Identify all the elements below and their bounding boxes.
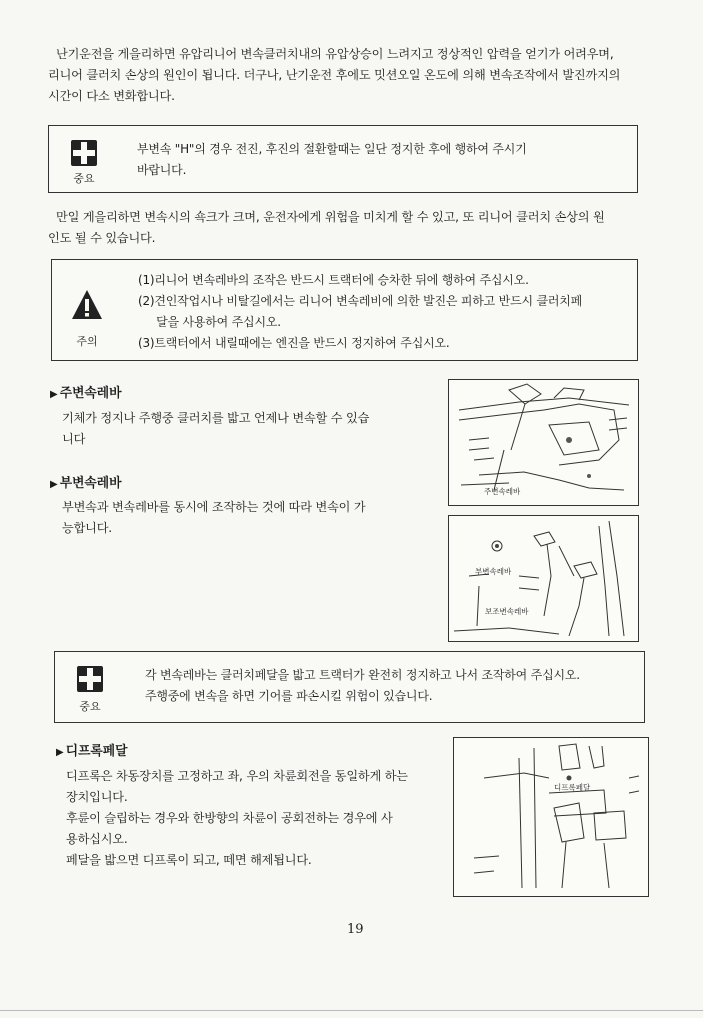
notice-tag: 주의 — [76, 335, 98, 348]
main-lever-drawing — [449, 380, 638, 505]
diff-lock-line-4: 용하십시오. — [66, 832, 128, 846]
notice-tag: 중요 — [73, 172, 95, 185]
para2-line-1: 만일 게을리하면 변속시의 쇽크가 크며, 운전자에게 위험을 미치게 할 수 있고, 또 리니어 클러치 손상의 원 — [56, 210, 605, 224]
diff-lock-line-3: 후륜이 슬립하는 경우와 한방향의 차륜이 공회전하는 경우에 사 — [66, 811, 393, 825]
caution-line-4: (3)트랙터에서 내릴때에는 엔진을 반드시 정지하여 주십시오. — [138, 336, 450, 350]
main-lever-figure — [448, 379, 639, 506]
caution-notice-box — [51, 259, 638, 361]
sub-lever-figure-label-2: 보조변속레바 — [485, 607, 529, 616]
important-line-2: 주행중에 변속을 하면 기어를 파손시킬 위험이 있습니다. — [145, 689, 433, 703]
main-lever-line-1: 기체가 정지나 주행중 클러치를 밟고 언제나 변속할 수 있습 — [62, 411, 370, 425]
main-lever-figure-label: 주변속레바 — [484, 487, 521, 496]
arrow-right-icon: ▶ — [56, 747, 64, 758]
sub-lever-figure — [448, 515, 639, 642]
diff-lock-figure-label: 디프록페달 — [554, 783, 591, 792]
intro-paragraph — [56, 44, 656, 65]
intro-line-1: 난기운전을 게을리하면 유압리니어 변속클러치내의 유압상승이 느려지고 정상적인 압력을 얻기가 어려우며, — [56, 47, 614, 61]
sub-lever-figure-label-1: 부변속레바 — [475, 567, 512, 576]
page-number: 19 — [347, 922, 364, 937]
section-heading-diff-lock — [56, 740, 128, 759]
sub-lever-drawing — [449, 516, 638, 641]
important-line-1: 각 변속레바는 클러치페달을 밟고 트랙터가 완전히 정지하고 나서 조작하여 주십시오. — [145, 668, 580, 682]
arrow-right-icon: ▶ — [50, 479, 58, 490]
diff-lock-line-1: 디프록은 차동장치를 고정하고 좌, 우의 차륜회전을 동일하게 하는 — [66, 769, 408, 783]
notice-line-1: 부변속 "H"의 경우 전진, 후진의 절환할때는 일단 정지한 후에 행하여 주시기 — [137, 142, 527, 156]
warning-icon — [70, 288, 104, 322]
important-notice-box-2 — [54, 651, 645, 723]
important-icon — [77, 666, 103, 692]
important-notice-box — [48, 125, 638, 193]
para2-line-2: 인도 될 수 있습니다. — [48, 231, 156, 245]
sub-lever-line-1: 부변속과 변속레바를 동시에 조작하는 것에 따라 변속이 가 — [62, 500, 366, 514]
important-icon — [71, 140, 97, 166]
diff-lock-heading-text: 디프록페달 — [65, 744, 128, 759]
section-heading-sub-lever — [50, 472, 122, 491]
sub-lever-line-2: 능합니다. — [62, 521, 112, 535]
sub-lever-heading-text: 부변속레바 — [59, 476, 122, 491]
intro-line-2: 리니어 클러치 손상의 원인이 됩니다. 더구나, 난기운전 후에도 밋션오일 온도에 의해 변속조작에서 발진까지의 — [48, 68, 621, 82]
notice-line-2: 바랍니다. — [137, 163, 187, 177]
diff-lock-drawing — [454, 738, 648, 896]
diff-lock-line-5: 페달을 밟으면 디프록이 되고, 떼면 해제됩니다. — [66, 853, 312, 867]
diff-lock-line-2: 장치입니다. — [66, 790, 128, 804]
caution-line-2: (2)견인작업시나 비탈길에서는 리니어 변속레비에 의한 발진은 피하고 반드시 클러치페 — [138, 294, 583, 308]
arrow-right-icon: ▶ — [50, 389, 58, 400]
caution-line-3: 달을 사용하여 주십시오. — [138, 315, 281, 329]
section-heading-main-lever — [50, 382, 122, 401]
notice-tag: 중요 — [79, 700, 101, 713]
main-lever-line-2: 니다 — [62, 432, 86, 446]
caution-line-1: (1)리니어 변속레바의 조작은 반드시 트랙터에 승차한 뒤에 행하여 주십시오. — [138, 273, 529, 287]
page-bottom-edge — [0, 1010, 703, 1011]
intro-line-3: 시간이 다소 변화합니다. — [48, 89, 175, 103]
main-lever-heading-text: 주변속레바 — [59, 386, 122, 401]
diff-lock-figure — [453, 737, 649, 897]
